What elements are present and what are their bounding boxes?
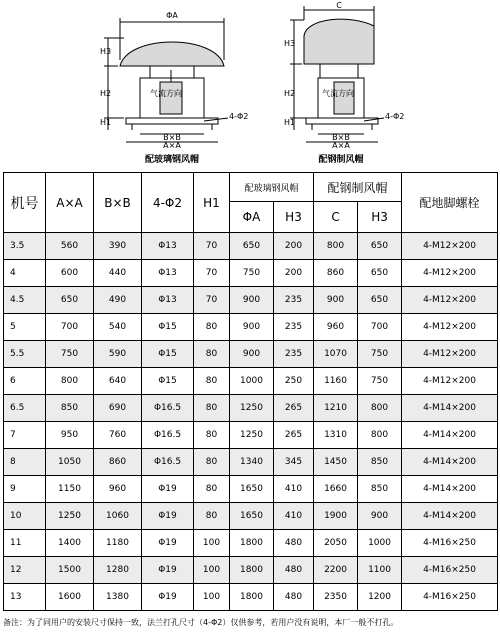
cell-bxb: 490 [94,287,142,314]
frp-dim-h1: H1 [100,118,112,127]
cell-h1: 80 [194,368,230,395]
cell-axa: 560 [46,233,94,260]
cell-bxb: 540 [94,314,142,341]
frp-dim-holes: 4-Φ2 [229,112,249,121]
cell-h3-steel: 850 [358,476,402,503]
cell-axa: 1600 [46,584,94,611]
cell-c: 1900 [314,503,358,530]
cell-model: 3.5 [4,233,46,260]
table-row [4,557,498,584]
header-phia: ΦA [230,202,274,233]
cell-axa: 600 [46,260,94,287]
cell-phia: 1340 [230,449,274,476]
steel-caption: 配钢制风帽 [318,155,364,165]
header-model: 机号 [4,173,46,233]
cell-bxb: 860 [94,449,142,476]
cell-bolts: 4-M14×200 [402,395,498,422]
cell-phia: 1650 [230,503,274,530]
cell-bxb: 590 [94,341,142,368]
steel-dim-h2: H2 [284,89,296,98]
cell-c: 1070 [314,341,358,368]
cell-bolts: 4-M14×200 [402,422,498,449]
cell-bolts: 4-M14×200 [402,503,498,530]
cell-axa: 1400 [46,530,94,557]
cell-h3-frp: 200 [274,233,314,260]
frp-dim-bxb: B×B [163,133,181,142]
cell-bolts: 4-M16×250 [402,530,498,557]
cell-phia: 1250 [230,422,274,449]
cell-h1: 100 [194,557,230,584]
cell-c: 2200 [314,557,358,584]
header-bolts: 配地脚螺栓 [402,173,498,233]
cell-axa: 1250 [46,503,94,530]
header-group-steel: 配钢制风帽 [314,173,402,202]
cell-phia: 900 [230,341,274,368]
cell-model: 4.5 [4,287,46,314]
cell-holes: Φ13 [142,233,194,260]
table-row [4,314,498,341]
cell-bxb: 690 [94,395,142,422]
cell-holes: Φ19 [142,557,194,584]
table-row [4,260,498,287]
cell-holes: Φ19 [142,476,194,503]
cell-model: 10 [4,503,46,530]
cell-bolts: 4-M12×200 [402,287,498,314]
cell-axa: 1150 [46,476,94,503]
cell-bxb: 640 [94,368,142,395]
cell-bolts: 4-M12×200 [402,314,498,341]
cell-h3-frp: 410 [274,503,314,530]
cell-model: 5.5 [4,341,46,368]
table-row [4,233,498,260]
cell-h3-steel: 800 [358,395,402,422]
steel-dim-bxb: B×B [332,133,350,142]
cell-phia: 1800 [230,557,274,584]
cell-bolts: 4-M14×200 [402,449,498,476]
cell-h1: 80 [194,503,230,530]
cell-axa: 1500 [46,557,94,584]
cell-h3-steel: 1100 [358,557,402,584]
cell-h1: 80 [194,476,230,503]
cell-h1: 70 [194,260,230,287]
cell-h3-frp: 410 [274,476,314,503]
cell-model: 4 [4,260,46,287]
cell-bxb: 390 [94,233,142,260]
cell-h3-frp: 235 [274,341,314,368]
frp-dim-phia: ΦA [166,11,178,20]
header-axa: A×A [46,173,94,233]
cell-h3-frp: 200 [274,260,314,287]
cell-holes: Φ19 [142,584,194,611]
header-h3-frp: H3 [274,202,314,233]
cell-holes: Φ15 [142,314,194,341]
cell-h3-steel: 650 [358,260,402,287]
cell-bxb: 960 [94,476,142,503]
cell-h3-frp: 345 [274,449,314,476]
cell-h3-steel: 900 [358,503,402,530]
frp-caption: 配玻璃钢风帽 [144,155,200,165]
cell-holes: Φ13 [142,260,194,287]
cell-model: 5 [4,314,46,341]
steel-dim-holes: 4-Φ2 [385,112,405,121]
cell-holes: Φ16.5 [142,449,194,476]
cell-h3-steel: 650 [358,287,402,314]
cell-model: 11 [4,530,46,557]
table-row [4,287,498,314]
cell-phia: 900 [230,287,274,314]
cell-axa: 750 [46,341,94,368]
cell-axa: 1050 [46,449,94,476]
table-header-row [4,173,498,202]
cell-c: 960 [314,314,358,341]
cell-phia: 750 [230,260,274,287]
cell-phia: 1650 [230,476,274,503]
cell-h1: 100 [194,584,230,611]
cell-axa: 800 [46,368,94,395]
cell-h3-frp: 480 [274,530,314,557]
table-row [4,368,498,395]
cell-h1: 80 [194,395,230,422]
cell-h3-steel: 750 [358,341,402,368]
cell-h3-steel: 700 [358,314,402,341]
cell-bxb: 1180 [94,530,142,557]
cell-bolts: 4-M12×200 [402,260,498,287]
cell-bxb: 1380 [94,584,142,611]
cell-h3-frp: 480 [274,557,314,584]
cell-phia: 900 [230,314,274,341]
spec-table [3,172,498,611]
table-row [4,503,498,530]
cell-h3-steel: 750 [358,368,402,395]
frp-dim-h2: H2 [100,89,112,98]
steel-dim-axa: A×A [332,141,350,150]
cell-c: 1450 [314,449,358,476]
cell-model: 6.5 [4,395,46,422]
header-h3-steel: H3 [358,202,402,233]
cell-c: 900 [314,287,358,314]
cell-h3-steel: 1200 [358,584,402,611]
cell-phia: 1250 [230,395,274,422]
frp-hood-drawing [104,18,228,142]
cell-c: 1160 [314,368,358,395]
cell-axa: 950 [46,422,94,449]
cell-bxb: 440 [94,260,142,287]
cell-axa: 700 [46,314,94,341]
cell-bolts: 4-M12×200 [402,368,498,395]
cell-bolts: 4-M12×200 [402,341,498,368]
cell-holes: Φ15 [142,341,194,368]
cell-h3-frp: 265 [274,395,314,422]
cell-model: 12 [4,557,46,584]
cell-h1: 80 [194,314,230,341]
steel-flow-label: 气流方向 [322,89,354,98]
table-row [4,341,498,368]
cell-h3-steel: 850 [358,449,402,476]
cell-h1: 70 [194,233,230,260]
cell-holes: Φ13 [142,287,194,314]
cell-h1: 80 [194,422,230,449]
cell-axa: 650 [46,287,94,314]
cell-c: 2350 [314,584,358,611]
cell-phia: 1000 [230,368,274,395]
steel-dim-h3: H3 [284,39,296,48]
cell-model: 6 [4,368,46,395]
cell-h1: 70 [194,287,230,314]
cell-h3-frp: 235 [274,314,314,341]
cell-holes: Φ19 [142,503,194,530]
cell-h1: 100 [194,530,230,557]
table-row [4,476,498,503]
cell-c: 1310 [314,422,358,449]
cell-bolts: 4-M14×200 [402,476,498,503]
fan-drawings [0,0,500,172]
table-row [4,422,498,449]
frp-flow-label: 气流方向 [150,89,182,98]
cell-c: 1660 [314,476,358,503]
cell-bolts: 4-M12×200 [402,233,498,260]
cell-phia: 1800 [230,584,274,611]
cell-model: 13 [4,584,46,611]
cell-bxb: 1280 [94,557,142,584]
cell-h3-frp: 235 [274,287,314,314]
table-row [4,530,498,557]
cell-h3-frp: 265 [274,422,314,449]
cell-axa: 850 [46,395,94,422]
cell-holes: Φ15 [142,368,194,395]
cell-bxb: 1060 [94,503,142,530]
steel-hood-drawing [290,6,384,142]
header-h1: H1 [194,173,230,233]
steel-dim-h1: H1 [284,118,296,127]
table-body [4,233,498,611]
cell-holes: Φ19 [142,530,194,557]
frp-dim-h3: H3 [100,47,112,56]
header-holes: 4-Φ2 [142,173,194,233]
cell-model: 9 [4,476,46,503]
cell-holes: Φ16.5 [142,395,194,422]
header-group-frp: 配玻璃钢风帽 [230,173,314,202]
cell-h3-frp: 250 [274,368,314,395]
cell-bolts: 4-M16×250 [402,584,498,611]
cell-bolts: 4-M16×250 [402,557,498,584]
footnote: 备注：为了同用户的安装尺寸保持一致，法兰打孔尺寸（4-Φ2）仅供参考，若用户没有说明，本厂一般不打孔。 [3,618,399,627]
cell-model: 8 [4,449,46,476]
steel-dim-c: C [336,1,342,10]
cell-c: 1210 [314,395,358,422]
header-c: C [314,202,358,233]
cell-phia: 650 [230,233,274,260]
cell-c: 860 [314,260,358,287]
cell-h3-frp: 480 [274,584,314,611]
table-row [4,449,498,476]
drawings-svg [0,0,500,172]
cell-c: 800 [314,233,358,260]
cell-h3-steel: 650 [358,233,402,260]
table-row [4,584,498,611]
cell-h3-steel: 1000 [358,530,402,557]
header-bxb: B×B [94,173,142,233]
cell-c: 2050 [314,530,358,557]
cell-model: 7 [4,422,46,449]
cell-bxb: 760 [94,422,142,449]
cell-phia: 1800 [230,530,274,557]
cell-h1: 80 [194,341,230,368]
cell-holes: Φ16.5 [142,422,194,449]
cell-h1: 80 [194,449,230,476]
cell-h3-steel: 800 [358,422,402,449]
table-row [4,395,498,422]
frp-dim-axa: A×A [163,141,181,150]
